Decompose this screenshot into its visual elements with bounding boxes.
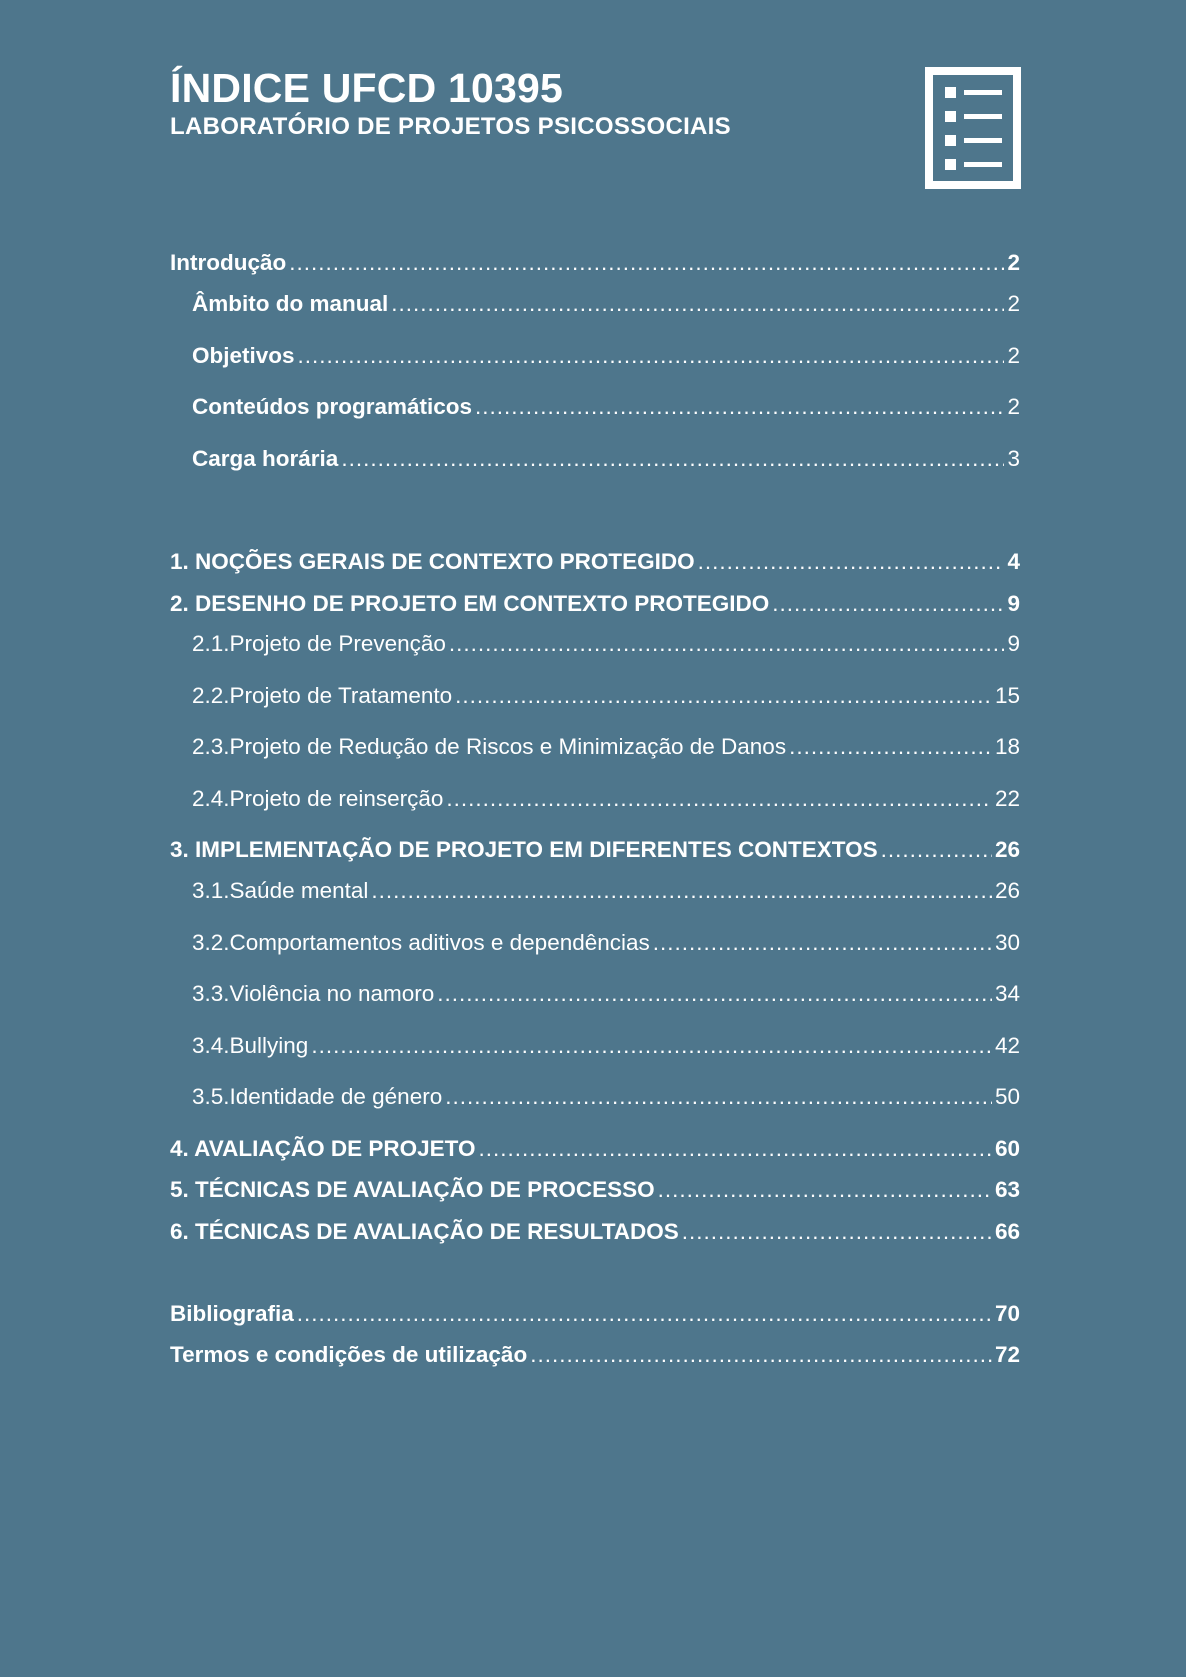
toc-page-number: 70 [994,1301,1020,1326]
toc-leader [478,1133,992,1165]
toc-leader [371,875,992,907]
toc-leader [298,340,1005,372]
toc-leader [445,1081,992,1113]
toc-leader [297,1298,992,1330]
toc-label: 4. AVALIAÇÃO DE PROJETO [170,1136,476,1161]
toc-leader [653,927,992,959]
toc-label: 3.4.Bullying [192,1033,309,1058]
toc-entry-termos[interactable] [170,1339,1020,1371]
toc-entry-chapter-2[interactable] [170,588,1020,620]
toc-leader [437,978,992,1010]
page-subtitle: LABORATÓRIO DE PROJETOS PSICOSSOCIAIS [170,113,731,141]
toc-label: 3.5.Identidade de género [192,1084,443,1109]
toc-entry-section-3-2[interactable] [192,927,1020,959]
toc-leader [311,1030,992,1062]
toc-entry-chapter-5[interactable] [170,1174,1020,1206]
toc-label: 3.3.Violência no namoro [192,981,435,1006]
toc-page-number: 72 [994,1342,1020,1367]
toc-page-number: 3 [1007,446,1020,471]
toc-label: Objetivos [192,343,295,368]
toc-label: 3.2.Comportamentos aditivos e dependências [192,930,650,955]
toc-label: Introdução [170,250,287,275]
toc-page-number: 22 [994,786,1020,811]
toc-label: 2.3.Projeto de Redução de Riscos e Minimização de Danos [192,734,787,759]
toc-page-number: 50 [994,1084,1020,1109]
toc-entry-section-2-2[interactable] [192,680,1020,712]
toc-label: 2.1.Projeto de Prevenção [192,631,446,656]
toc-entry-carga-horaria[interactable] [192,443,1020,475]
toc-page-number: 26 [994,878,1020,903]
toc-leader [341,443,1004,475]
toc-entry-objetivos[interactable] [192,340,1020,372]
toc-label: 3. IMPLEMENTAÇÃO DE PROJETO EM DIFERENTES CONTEXTOS [170,837,878,862]
toc-leader [789,731,992,763]
toc-label: Carga horária [192,446,339,471]
toc-leader [772,588,1004,620]
toc-leader [289,247,1004,279]
toc-page-number: 9 [1007,591,1020,616]
toc-label: 2.2.Projeto de Tratamento [192,683,453,708]
toc-entry-section-3-3[interactable] [192,978,1020,1010]
toc-label: Conteúdos programáticos [192,394,473,419]
toc-entry-section-3-1[interactable] [192,875,1020,907]
toc-label: Bibliografia [170,1301,294,1326]
toc-leader [530,1339,992,1371]
toc-entry-section-2-4[interactable] [192,783,1020,815]
toc-page-number: 4 [1007,549,1020,574]
toc-leader [455,680,992,712]
toc-leader [698,546,1005,578]
toc-entry-chapter-6[interactable] [170,1216,1020,1248]
toc-entry-section-3-5[interactable] [192,1081,1020,1113]
toc-page-number: 42 [994,1033,1020,1058]
toc-label: 1. NOÇÕES GERAIS DE CONTEXTO PROTEGIDO [170,549,695,574]
toc-page-number: 34 [994,981,1020,1006]
toc-entry-conteudos[interactable] [192,391,1020,423]
toc-page-number: 60 [994,1136,1020,1161]
toc-page-number: 2 [1007,250,1020,275]
toc-label: 5. TÉCNICAS DE AVALIAÇÃO DE PROCESSO [170,1177,655,1202]
toc-page-number: 66 [994,1219,1020,1244]
page-title: ÍNDICE UFCD 10395 [170,65,564,111]
page-header [170,66,731,141]
toc-entry-chapter-4[interactable] [170,1133,1020,1165]
toc-entry-section-3-4[interactable] [192,1030,1020,1062]
toc-page-number: 15 [994,683,1020,708]
toc-page-number: 9 [1007,631,1020,656]
toc-label: 2. DESENHO DE PROJETO EM CONTEXTO PROTEGIDO [170,591,770,616]
toc-entry-section-2-3[interactable] [192,731,1020,763]
toc-entry-chapter-1[interactable] [170,546,1020,578]
toc-leader [658,1174,992,1206]
toc-entry-chapter-3[interactable] [170,834,1020,866]
toc-label: 3.1.Saúde mental [192,878,369,903]
toc-entry-introducao[interactable] [170,247,1020,279]
toc-leader [682,1216,992,1248]
toc-page-number: 2 [1007,394,1020,419]
toc-page-number: 63 [994,1177,1020,1202]
toc-label: Âmbito do manual [192,291,389,316]
toc-leader [446,783,992,815]
toc-leader [881,834,992,866]
toc-label: 2.4.Projeto de reinserção [192,786,444,811]
toc-page-number: 26 [994,837,1020,862]
toc-entry-ambito[interactable] [192,288,1020,320]
toc-leader [391,288,1004,320]
toc-page-number: 18 [994,734,1020,759]
toc-label: 6. TÉCNICAS DE AVALIAÇÃO DE RESULTADOS [170,1219,679,1244]
toc-entry-bibliografia[interactable] [170,1298,1020,1330]
toc-page-number: 2 [1007,291,1020,316]
list-icon [925,67,1021,189]
toc-label: Termos e condições de utilização [170,1342,528,1367]
toc-page-number: 30 [994,930,1020,955]
toc-page-number: 2 [1007,343,1020,368]
toc-leader [449,628,1005,660]
toc-leader [475,391,1004,423]
toc-entry-section-2-1[interactable] [192,628,1020,660]
